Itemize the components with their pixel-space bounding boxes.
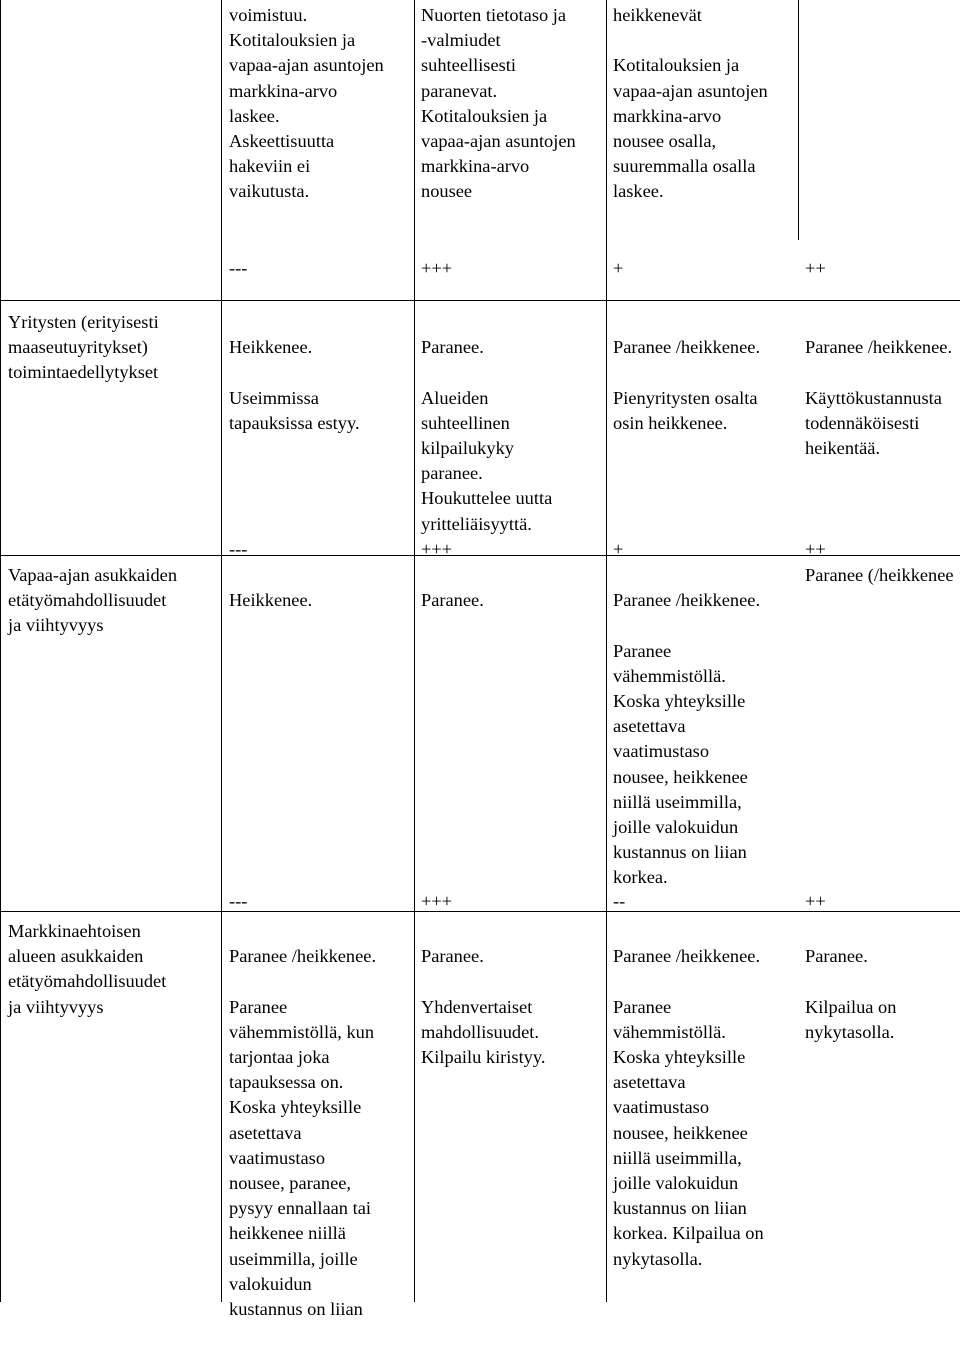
row2-cell-2 <box>421 563 606 613</box>
top-row-rating-3: + <box>613 258 624 278</box>
cell-head: Paranee /heikkenee. <box>805 337 953 358</box>
row2-rating-2: +++ <box>421 891 453 911</box>
top-row-cell-1: voimistuu. Kotitalouksien ja vapaa-ajan asuntojen markkina-arvo laskee. Askeettisuutta hakeviin ei vaikutusta. <box>229 5 384 202</box>
cell-head: Paranee /heikkenee. <box>229 946 377 967</box>
column-divider-1 <box>221 0 222 1302</box>
row-label-leisure-residents: Vapaa-ajan asukkaiden etätyömahdollisuudet ja viihtyvyys <box>8 565 178 636</box>
cell-detail: Useimmissa tapauksissa estyy. <box>229 387 360 433</box>
row1-cell-3 <box>613 310 798 461</box>
cell-head: Paranee. <box>805 946 868 967</box>
column-divider-4 <box>798 0 799 240</box>
column-divider-2 <box>414 0 415 1302</box>
row1-rating-2: +++ <box>421 539 453 559</box>
cell-detail: Yhdenvertaiset mahdollisuudet. Kilpailu kiristyy. <box>421 996 546 1067</box>
row2-cell-1 <box>229 563 414 613</box>
row1-rating-1: --- <box>229 539 248 559</box>
cell-head: Heikkenee. <box>229 337 313 358</box>
row1-rating-3: + <box>613 539 624 559</box>
row-label-businesses: Yritysten (erityisesti maaseutuyritykset) toimintaedellytykset <box>8 312 159 383</box>
row3-cell-4 <box>805 919 955 1070</box>
row3-cell-2 <box>421 919 606 1095</box>
row2-rating-1: --- <box>229 891 248 911</box>
cell-detail: Kilpailua on nykytasolla. <box>805 996 897 1042</box>
cell-detail: Alueiden suhteellinen kilpailukyky paranee. Houkuttelee uutta yritteliäisyyttä. <box>421 387 553 534</box>
cell-head: Paranee /heikkenee. <box>613 590 761 611</box>
cell-head: Paranee /heikkenee. <box>613 337 761 358</box>
row-divider-1 <box>0 300 960 301</box>
table-border-left <box>0 0 1 1302</box>
row2-rating-4: ++ <box>805 891 826 911</box>
cell-detail: Pienyritysten osalta osin heikkenee. <box>613 387 758 433</box>
top-row-rating-4: ++ <box>805 258 826 278</box>
row-label-market-residents: Markkinaehtoisen alueen asukkaiden etätyömahdollisuudet ja viihtyvyys <box>8 921 167 1017</box>
cell-head: Paranee. <box>421 946 484 967</box>
cell-head: Heikkenee. <box>229 590 313 611</box>
cell-detail: Paranee vähemmistöllä. Koska yhteyksille asetettava vaatimustaso nousee, heikkenee niillä useimmilla, joille valokuidun kustannus on liian korkea. Kilpailua on nykytasolla. <box>613 996 764 1269</box>
row1-cell-2 <box>421 310 606 562</box>
cell-detail: Paranee vähemmistöllä. Koska yhteyksille asetettava vaatimustaso nousee, heikkenee niillä useimmilla, joille valokuidun kustannus on liian korkea. <box>613 640 748 888</box>
row1-cell-1 <box>229 310 414 461</box>
row1-rating-4: ++ <box>805 539 826 559</box>
top-row-rating-2: +++ <box>421 258 453 278</box>
cell-head: Paranee /heikkenee. <box>613 946 761 967</box>
row2-cell-4 <box>805 563 960 588</box>
row2-rating-3: -- <box>613 891 626 911</box>
cell-head: Paranee (/heikkenee <box>805 565 954 585</box>
row3-cell-3 <box>613 919 798 1297</box>
row2-cell-3 <box>613 563 798 916</box>
row1-cell-4 <box>805 310 960 486</box>
top-row-cell-2: Nuorten tietotaso ja -valmiudet suhteellisesti paranevat. Kotitalouksien ja vapaa-ajan asuntojen markkina-arvo nousee <box>421 5 576 202</box>
cell-detail: Paranee vähemmistöllä, kun tarjontaa joka tapauksessa on. Koska yhteyksille asetettava vaatimustaso nousee, paranee, pysyy ennallaan tai heikkenee niillä useimmilla, joille valokuidun kustannus on liian <box>229 996 375 1320</box>
row3-cell-1 <box>229 919 414 1347</box>
top-row-cell-3: heikkenevät Kotitalouksien ja vapaa-ajan asuntojen markkina-arvo nousee osalla, suuremmalla osalla laskee. <box>613 5 768 202</box>
cell-head: Paranee. <box>421 337 484 358</box>
cell-head: Paranee. <box>421 590 484 611</box>
column-divider-3 <box>606 0 607 1302</box>
top-row-rating-1: --- <box>229 258 248 278</box>
cell-detail: Käyttökustannusta todennäköisesti heikentää. <box>805 387 942 458</box>
